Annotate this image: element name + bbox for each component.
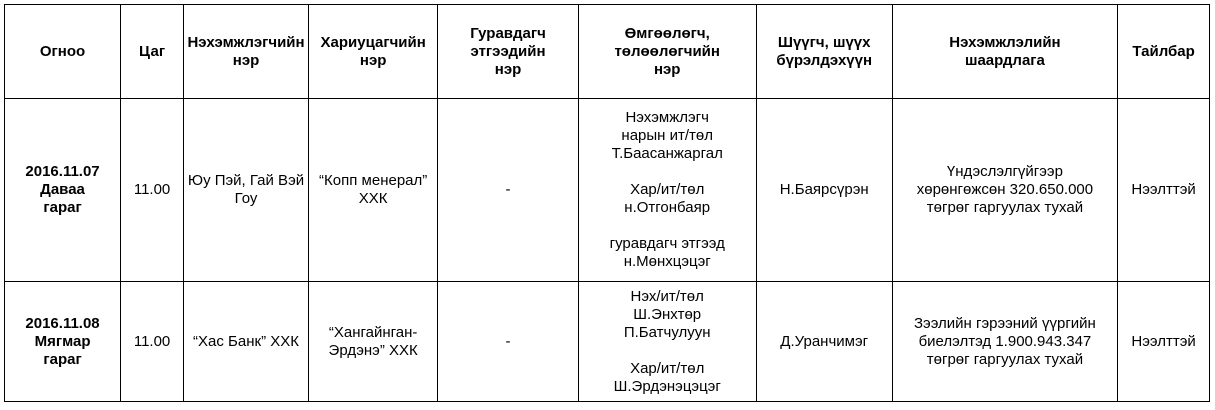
cell-note: Нээлттэй — [1118, 99, 1210, 282]
header-representative: Өмгөөлөгч, төлөөлөгчийн нэр — [578, 5, 756, 99]
cell-third-party: - — [438, 99, 578, 282]
header-time: Цаг — [121, 5, 184, 99]
table-header-row — [5, 5, 1210, 99]
court-schedule-table — [4, 4, 1210, 402]
header-note: Тайлбар — [1118, 5, 1210, 99]
cell-claim: Зээлийн гэрээний үүргийн биелэлтэд 1.900.943.347 төгрөг гаргуулах тухай — [892, 282, 1118, 402]
cell-third-party: - — [438, 282, 578, 402]
header-third-party: Гуравдагч этгээдийн нэр — [438, 5, 578, 99]
cell-judge: Н.Баярсүрэн — [756, 99, 892, 282]
cell-date: 2016.11.08 Мягмар гараг — [5, 282, 121, 402]
table-row — [5, 99, 1210, 282]
cell-defendant: “Копп менерал” ХХК — [308, 99, 437, 282]
cell-judge: Д.Уранчимэг — [756, 282, 892, 402]
table-row — [5, 282, 1210, 402]
cell-plaintiff: Юу Пэй, Гай Вэй Гоу — [184, 99, 309, 282]
cell-time: 11.00 — [121, 282, 184, 402]
header-judge: Шүүгч, шүүх бүрэлдэхүүн — [756, 5, 892, 99]
cell-defendant: “Хангайнган- Эрдэнэ” ХХК — [308, 282, 437, 402]
header-defendant: Хариуцагчийн нэр — [308, 5, 437, 99]
cell-claim: Үндэслэлгүйгээр хөрөнгөжсөн 320.650.000 төгрөг гаргуулах тухай — [892, 99, 1118, 282]
cell-plaintiff: “Хас Банк” ХХК — [184, 282, 309, 402]
header-plaintiff: Нэхэмжлэгчийн нэр — [184, 5, 309, 99]
cell-note: Нээлттэй — [1118, 282, 1210, 402]
header-date: Огноо — [5, 5, 121, 99]
cell-date: 2016.11.07 Даваа гараг — [5, 99, 121, 282]
cell-time: 11.00 — [121, 99, 184, 282]
cell-representative: Нэх/ит/төл Ш.Энхтөр П.Батчулуун Хар/ит/төл Ш.Эрдэнэцэцэг — [578, 282, 756, 402]
cell-representative: Нэхэмжлэгч нарын ит/төл Т.Баасанжаргал Хар/ит/төл н.Отгонбаяр гуравдагч этгээд н.Мөнхцэцэг — [578, 99, 756, 282]
header-claim: Нэхэмжлэлийн шаардлага — [892, 5, 1118, 99]
